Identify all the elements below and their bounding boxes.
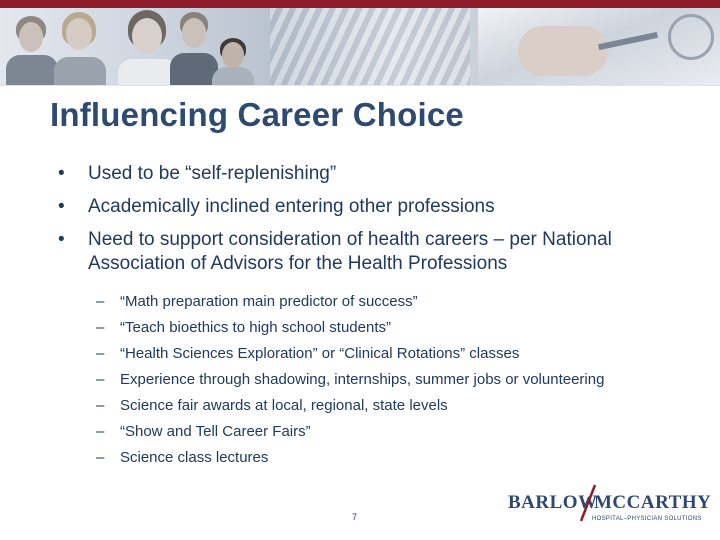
- bullet-marker: •: [58, 196, 65, 217]
- sub-bullet-text: “Health Sciences Exploration” or “Clinical Rotations” classes: [120, 345, 520, 362]
- sub-bullet-text: Science fair awards at local, regional, state levels: [120, 397, 448, 414]
- sub-bullet-marker: –: [96, 449, 105, 466]
- sub-bullet-text: Science class lectures: [120, 449, 269, 466]
- header-divider: [0, 85, 720, 86]
- bullet-text: Need to support consideration of health careers – per National Association of Advisors for the Health Professions: [88, 229, 612, 274]
- slide-title: Influencing Career Choice: [50, 96, 464, 133]
- page-number: 7: [352, 512, 358, 522]
- barlow-mccarthy-logo: [508, 488, 712, 528]
- sub-bullet-text: Experience through shadowing, internships, summer jobs or volunteering: [120, 371, 605, 388]
- sub-bullet-text: “Teach bioethics to high school students”: [120, 319, 391, 336]
- sub-bullet-item: [96, 448, 696, 467]
- sub-bullet-item: [96, 422, 696, 441]
- sub-bullet-marker: –: [96, 293, 105, 310]
- sub-bullet-text: “Math preparation main predictor of success”: [120, 293, 418, 310]
- people-photo: [0, 8, 260, 85]
- bullet-item: [58, 228, 698, 276]
- sub-bullet-item: [96, 292, 696, 311]
- bullet-text: Used to be “self-replenishing”: [88, 163, 337, 184]
- clinician-hands-photo: [478, 8, 720, 85]
- logo-left-word: BARLOW: [508, 492, 598, 513]
- sub-bullet-marker: –: [96, 319, 105, 336]
- sub-bullet-item: [96, 370, 696, 389]
- bullet-marker: •: [58, 229, 65, 250]
- logo-right-word: MCCARTHY: [594, 492, 712, 513]
- sub-bullet-marker: –: [96, 345, 105, 362]
- sub-bullet-item: [96, 396, 696, 415]
- bullet-marker: •: [58, 163, 65, 184]
- sub-bullet-list: [96, 292, 696, 474]
- sub-bullet-marker: –: [96, 371, 105, 388]
- bullet-text: Academically inclined entering other professions: [88, 196, 495, 217]
- sub-bullet-marker: –: [96, 423, 105, 440]
- top-accent-bar: [0, 0, 720, 8]
- sub-bullet-item: [96, 318, 696, 337]
- person-figure: [48, 8, 110, 85]
- sub-bullet-marker: –: [96, 397, 105, 414]
- glass-atrium-photo: [270, 8, 470, 85]
- sub-bullet-item: [96, 344, 696, 363]
- logo-tagline: HOSPITAL–PHYSICIAN SOLUTIONS: [592, 516, 702, 522]
- sub-bullet-text: “Show and Tell Career Fairs”: [120, 423, 311, 440]
- main-bullet-list: [58, 162, 698, 276]
- person-figure: [210, 8, 256, 85]
- bullet-item: [58, 162, 698, 186]
- header-photo-banner: [0, 8, 720, 85]
- bullet-item: [58, 195, 698, 219]
